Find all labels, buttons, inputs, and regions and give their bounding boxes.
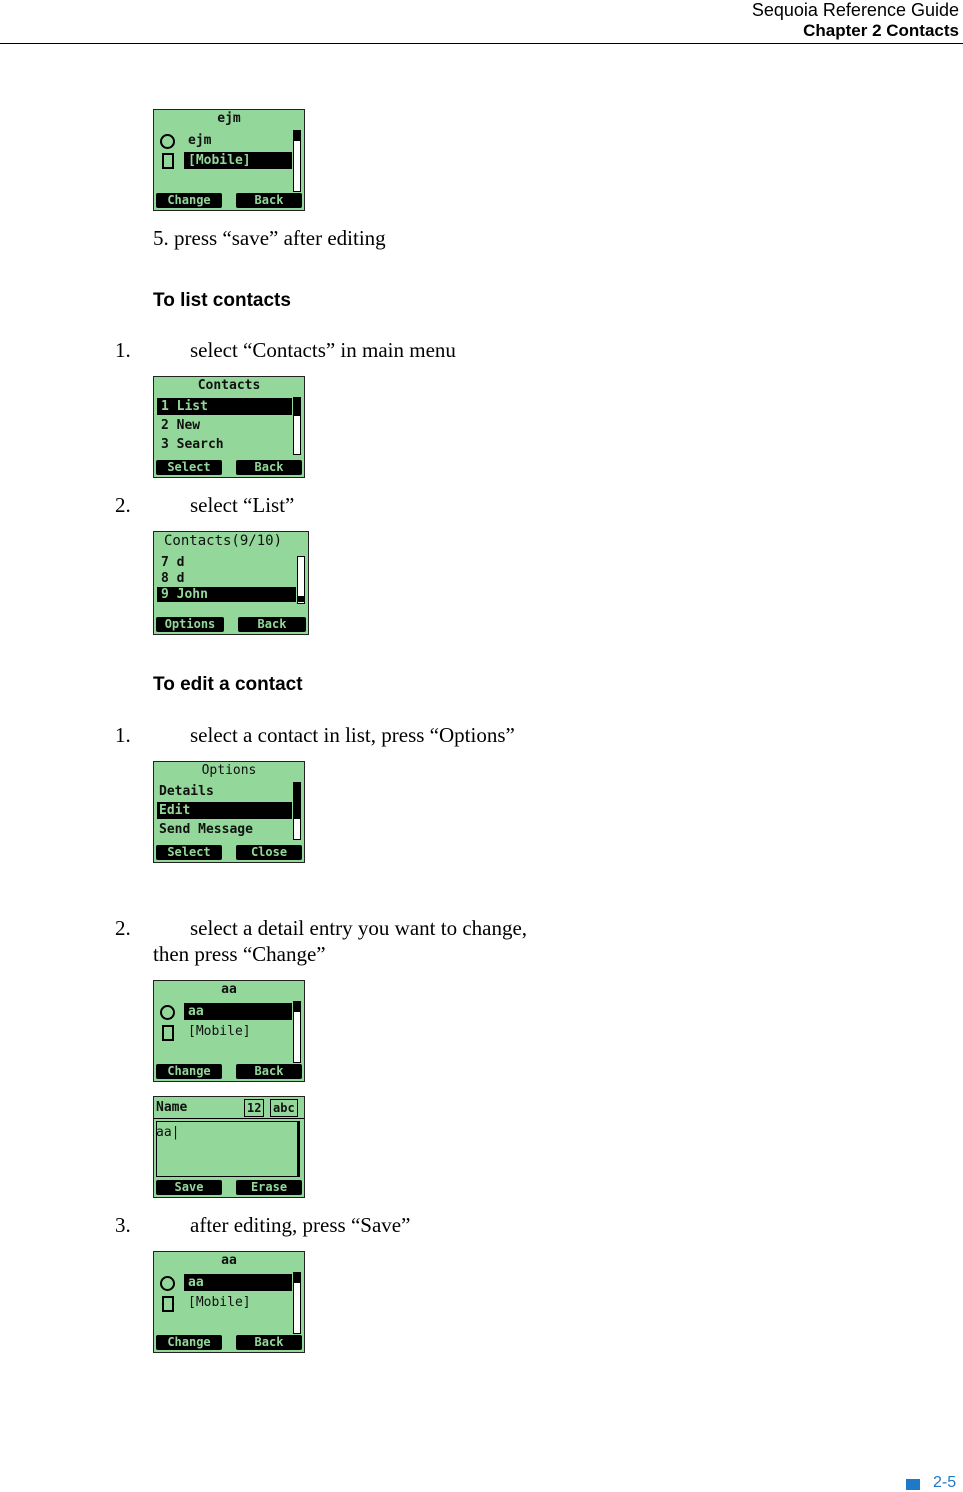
- softkey-change: Change: [156, 1064, 222, 1079]
- scrollbar-thumb: [294, 783, 300, 819]
- scrollbar-thumb: [294, 398, 300, 416]
- mobile-phone-icon: [162, 1025, 174, 1041]
- page-number: 2-5: [933, 1474, 957, 1491]
- list-step-1-number: 1.: [115, 338, 131, 362]
- list-step-2-text: select “List”: [190, 493, 295, 517]
- person-icon: [160, 134, 175, 149]
- name-input-value: aa|: [156, 1125, 180, 1140]
- guide-title: Sequoia Reference Guide: [751, 0, 959, 20]
- chapter-title: Chapter 2 Contacts: [803, 21, 959, 40]
- softkey-close: Close: [236, 845, 302, 860]
- edit-step-3-number: 3.: [115, 1213, 131, 1237]
- step-5-text: 5. press “save” after editing: [153, 226, 386, 250]
- list-step-2-number: 2.: [115, 493, 131, 517]
- menu-item-list: 1 List: [157, 398, 292, 415]
- scrollbar-thumb: [294, 1002, 300, 1012]
- contact-name-row: ejm: [188, 133, 212, 148]
- phone-screen-contacts-menu: [153, 376, 305, 478]
- screen-title: Contacts: [197, 378, 261, 393]
- header-divider: [154, 1118, 304, 1119]
- phone-screen-aa-detail: [153, 980, 305, 1082]
- edit-step-3-text: after editing, press “Save”: [190, 1213, 411, 1237]
- softkey-back: Back: [238, 617, 306, 632]
- scrollbar-thumb: [294, 1273, 300, 1283]
- mobile-entry-row: [Mobile]: [188, 1024, 251, 1039]
- softkey-back: Back: [236, 1335, 302, 1350]
- phone-screen-contacts-list: [153, 531, 309, 635]
- scrollbar-thumb: [298, 596, 304, 602]
- edit-step-2-text: select a detail entry you want to change,: [190, 916, 528, 940]
- option-edit: Edit: [157, 802, 292, 819]
- option-details: Details: [159, 784, 214, 799]
- list-item-8: 8 d: [161, 571, 185, 586]
- list-item-7: 7 d: [161, 555, 185, 570]
- softkey-save: Save: [156, 1180, 222, 1195]
- person-icon: [160, 1276, 175, 1291]
- contact-name-row: aa: [184, 1003, 292, 1020]
- field-label-name: Name: [156, 1100, 188, 1115]
- header-divider: [0, 43, 963, 44]
- softkey-change: Change: [156, 1335, 222, 1350]
- mobile-entry-row: [Mobile]: [188, 1295, 251, 1310]
- section-heading-edit-contact: To edit a contact: [153, 674, 303, 695]
- screen-title: ejm: [217, 111, 241, 126]
- softkey-change: Change: [156, 193, 222, 208]
- screen-title: aa: [221, 982, 237, 997]
- mobile-entry-row: [Mobile]: [184, 152, 292, 169]
- edit-step-1-number: 1.: [115, 723, 131, 747]
- mobile-phone-icon: [162, 1296, 174, 1312]
- menu-item-new: 2 New: [161, 418, 201, 433]
- phone-screen-aa-saved: [153, 1251, 305, 1353]
- phone-screen-options: [153, 761, 305, 863]
- list-item-9: 9 John: [157, 587, 296, 602]
- menu-item-search: 3 Search: [161, 437, 224, 452]
- scrollbar-thumb: [294, 131, 300, 141]
- phone-screen-name-editor: [153, 1096, 305, 1198]
- softkey-back: Back: [236, 193, 302, 208]
- option-send-message: Send Message: [159, 822, 253, 837]
- softkey-back: Back: [236, 460, 302, 475]
- phone-screen-ejm: [153, 109, 305, 211]
- edit-step-1-text: select a contact in list, press “Options”: [190, 723, 515, 747]
- input-mode-abc-badge: abc: [270, 1099, 298, 1117]
- mobile-phone-icon: [162, 153, 174, 169]
- person-icon: [160, 1005, 175, 1020]
- screen-title: Contacts(9/10): [164, 533, 283, 549]
- contact-name-row: aa: [184, 1274, 292, 1291]
- softkey-select: Select: [156, 845, 222, 860]
- softkey-erase: Erase: [236, 1180, 302, 1195]
- edit-step-2-number: 2.: [115, 916, 131, 940]
- screen-title: aa: [221, 1253, 237, 1268]
- softkey-back: Back: [236, 1064, 302, 1079]
- softkey-options: Options: [156, 617, 224, 632]
- edit-step-2-continuation: then press “Change”: [153, 942, 326, 966]
- section-heading-list-contacts: To list contacts: [153, 290, 291, 311]
- list-step-1-text: select “Contacts” in main menu: [190, 338, 456, 362]
- screen-title: Options: [201, 763, 257, 778]
- input-mode-numeric-badge: 12: [244, 1099, 264, 1117]
- softkey-select: Select: [156, 460, 222, 475]
- page-marker: [906, 1479, 920, 1490]
